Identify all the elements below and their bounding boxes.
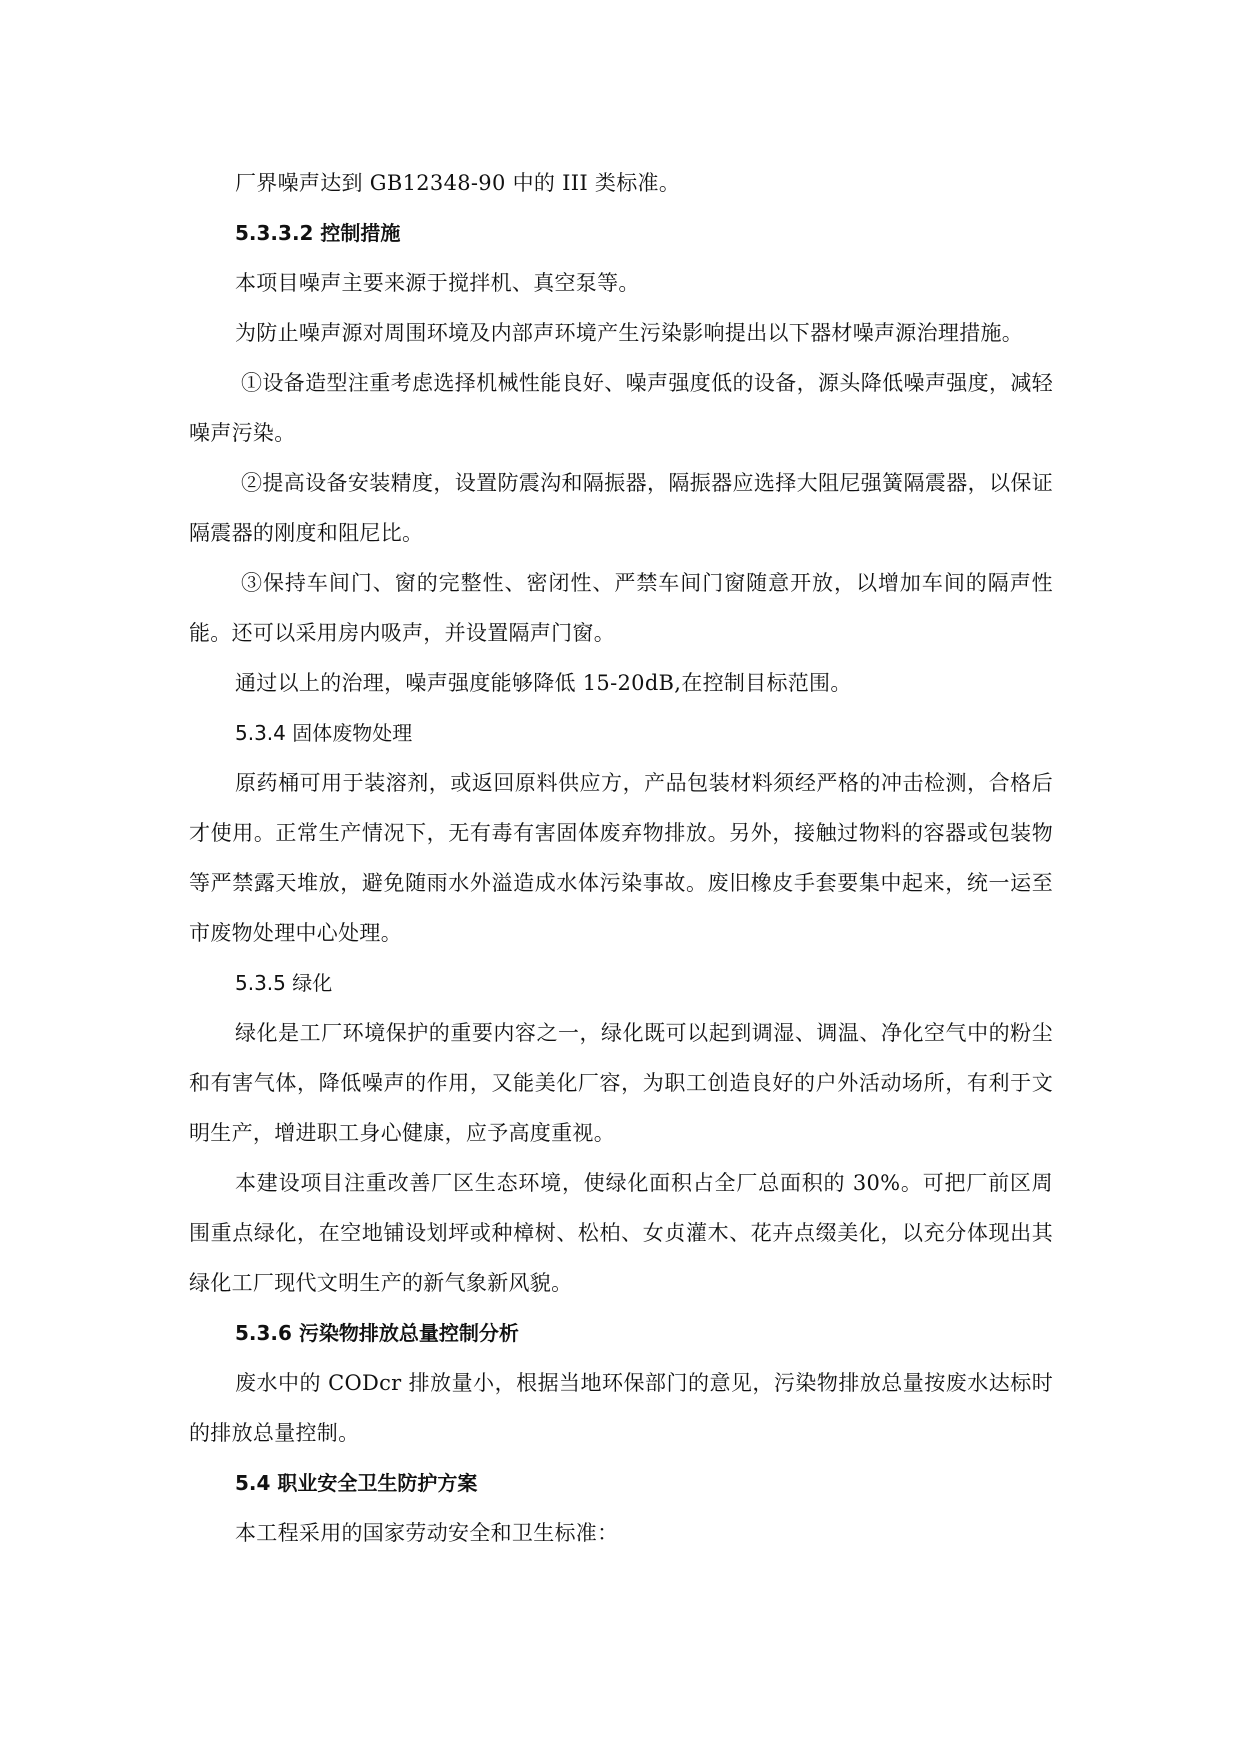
paragraph-noise-sources: 本项目噪声主要来源于搅拌机、真空泵等。 — [235, 271, 640, 295]
paragraph-solid-waste: 原药桶可用于装溶剂，或返回原料供应方，产品包装材料须经严格的冲击检测，合格后才使用。正常生产情况下，无有毒有害固体废弃物排放。另外，接触过物料的容器或包装物等严禁露天堆放，避免随雨水外溢造成水体污染事故。废旧橡皮手套要集中起来，统一运至市废物处理中心处理。 — [189, 771, 1053, 945]
paragraph-safety-standards: 本工程采用的国家劳动安全和卫生标准： — [235, 1521, 619, 1545]
heading-5-3-4: 5.3.4 固体废物处理 — [235, 721, 413, 745]
paragraph-noise-standard: 厂界噪声达到 GB12348-90 中的 III 类标准。 — [235, 171, 681, 195]
heading-5-3-3-2: 5.3.3.2 控制措施 — [235, 221, 401, 245]
paragraph-measure-1: ①设备造型注重考虑选择机械性能良好、噪声强度低的设备，源头降低噪声强度，减轻噪声污染。 — [189, 371, 1053, 445]
paragraph-noise-result: 通过以上的治理，噪声强度能够降低 15-20dB,在控制目标范围。 — [235, 671, 852, 695]
document-body — [189, 158, 1053, 1558]
paragraph-noise-measures-intro: 为防止噪声源对周围环境及内部声环境产生污染影响提出以下器材噪声源治理措施。 — [235, 321, 1024, 345]
paragraph-measure-3: ③保持车间门、窗的完整性、密闭性、严禁车间门窗随意开放，以增加车间的隔声性能。还可以采用房内吸声，并设置隔声门窗。 — [189, 571, 1053, 645]
heading-5-4: 5.4 职业安全卫生防护方案 — [235, 1471, 478, 1495]
paragraph-emission-control: 废水中的 CODcr 排放量小，根据当地环保部门的意见，污染物排放总量按废水达标时的排放总量控制。 — [189, 1371, 1053, 1445]
paragraph-measure-2: ②提高设备安装精度，设置防震沟和隔振器，隔振器应选择大阻尼强簧隔震器，以保证隔震器的刚度和阻尼比。 — [189, 471, 1053, 545]
paragraph-greening-importance: 绿化是工厂环境保护的重要内容之一，绿化既可以起到调湿、调温、净化空气中的粉尘和有害气体，降低噪声的作用，又能美化厂容，为职工创造良好的户外活动场所，有利于文明生产，增进职工身心健康，应予高度重视。 — [189, 1021, 1053, 1145]
paragraph-greening-plan: 本建设项目注重改善厂区生态环境，使绿化面积占全厂总面积的 30%。可把厂前区周围重点绿化，在空地铺设划坪或种樟树、松柏、女贞灌木、花卉点缀美化，以充分体现出其绿化工厂现代文明生产的新气象新风貌。 — [189, 1171, 1053, 1295]
heading-5-3-5: 5.3.5 绿化 — [235, 971, 333, 995]
heading-5-3-6: 5.3.6 污染物排放总量控制分析 — [235, 1321, 519, 1345]
